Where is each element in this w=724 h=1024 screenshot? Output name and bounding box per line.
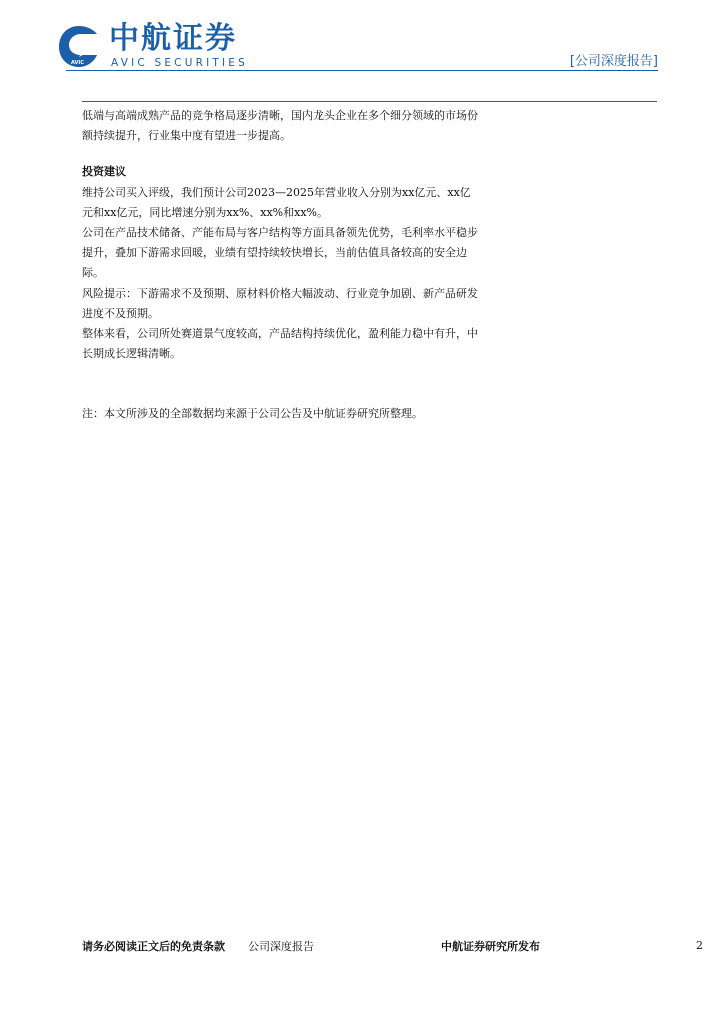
- body-paragraph: 维持公司买入评级，我们预计公司2023—2025年营业收入分别为xx亿元、xx亿元和xx亿元，同比增速分别为xx%、xx%和xx%。: [82, 185, 471, 219]
- logo-english-name: AVIC SECURITIES: [111, 57, 248, 69]
- report-type-label: [公司深度报告]: [569, 54, 658, 69]
- logo-chinese-name: 中航证券: [109, 21, 237, 56]
- page-number: 2: [696, 939, 703, 952]
- body-paragraph: 公司在产品技术储备、产能布局与客户结构等方面具备领先优势，毛利率水平稳步提升，叠加下游需求回暖，业绩有望持续较快增长，当前估值具备较高的安全边际。: [82, 226, 478, 280]
- report-body: [82, 106, 478, 425]
- company-logo: [57, 22, 257, 72]
- content-divider: [82, 101, 657, 102]
- avic-logo-icon: [57, 24, 101, 68]
- body-paragraph: 风险提示：下游需求不及预期、原材料价格大幅波动、行业竞争加剧、新产品研发进度不及预期。: [82, 286, 478, 320]
- body-paragraph: 整体来看，公司所处赛道景气度较高，产品结构持续优化，盈利能力稳中有升，中长期成长逻辑清晰。: [82, 327, 478, 361]
- logo-badge: AVIC: [71, 60, 84, 66]
- section-heading: 投资建议: [82, 165, 126, 179]
- footer-publisher: 中航证券研究所发布: [441, 940, 540, 953]
- footer-report-type: 公司深度报告: [248, 940, 314, 953]
- source-note: 注：本文所涉及的全部数据均来源于公司公告及中航证券研究所整理。: [82, 407, 423, 421]
- footer-disclaimer: 请务必阅读正文后的免责条款: [82, 940, 225, 953]
- body-paragraph: 低端与高端成熟产品的竞争格局逐步清晰，国内龙头企业在多个细分领域的市场份额持续提升，行业集中度有望进一步提高。: [82, 109, 478, 143]
- header-divider: [66, 70, 658, 71]
